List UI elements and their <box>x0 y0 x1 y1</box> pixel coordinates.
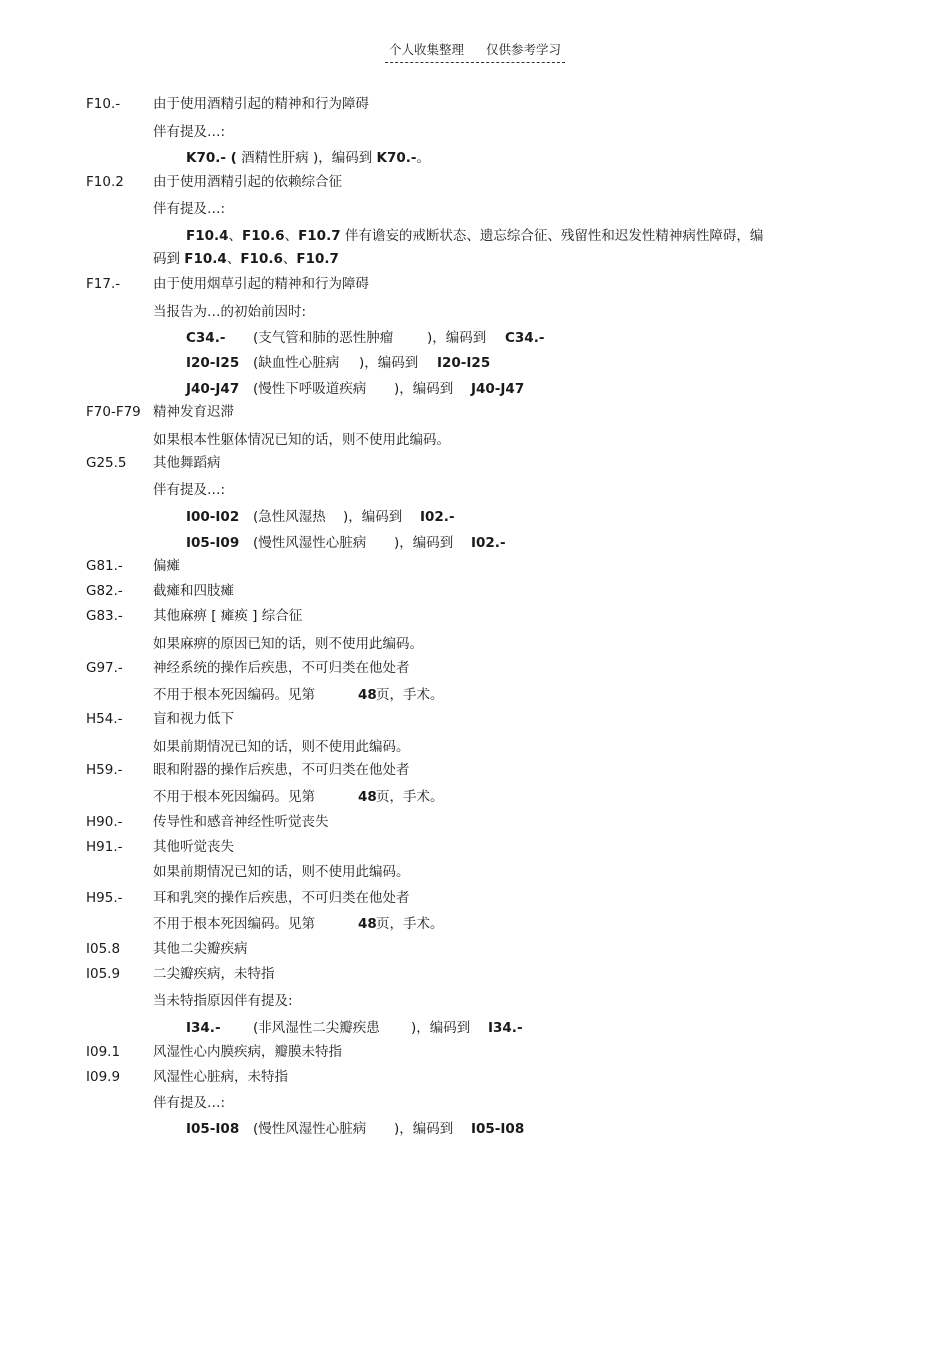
header-left: 个人收集整理 <box>388 42 464 57</box>
sub-text: 。 <box>416 150 430 166</box>
icd-title: 由于使用酒精引起的精神和行为障碍 <box>153 96 369 112</box>
icd-title: 由于使用烟草引起的精神和行为障碍 <box>153 276 369 292</box>
condition-text: (慢性风湿性心脏病 <box>253 535 367 551</box>
header-right: 仅供参考学习 <box>486 42 562 57</box>
sub-text: 、 <box>282 251 297 267</box>
icd-title: 传导性和感音神经性听觉丧失 <box>153 814 329 830</box>
icd-code: F10.- <box>86 96 121 112</box>
code-ref: F10.6 <box>240 251 283 267</box>
icd-code: G83.- <box>86 608 123 624</box>
sub-text: 、 <box>226 251 241 267</box>
code-range: I34.- <box>186 1020 221 1036</box>
note-text: 页，手术。 <box>376 916 444 932</box>
icd-code: G97.- <box>86 660 123 676</box>
condition-text: (非风湿性二尖瓣疾患 <box>253 1020 380 1036</box>
note-text: 页，手术。 <box>376 687 444 703</box>
code-range: C34.- <box>186 330 226 346</box>
note-text: 当未特指原因伴有提及: <box>153 993 293 1009</box>
icd-code: I09.9 <box>86 1069 121 1085</box>
code-ref: F10.7 <box>296 251 339 267</box>
sub-text: 、 <box>228 228 243 244</box>
target-code: I20-I25 <box>437 355 491 371</box>
code-ref: F10.7 <box>298 228 341 244</box>
target-code: I34.- <box>488 1020 523 1036</box>
icd-code: H95.- <box>86 890 123 906</box>
code-ref: K70.- ( <box>186 150 237 166</box>
condition-text: (慢性风湿性心脏病 <box>253 1121 367 1137</box>
note-text: 伴有提及…: <box>153 124 226 140</box>
icd-title: 其他麻痹 [ 瘫痪 ] 综合征 <box>153 608 303 624</box>
note-text: 页，手术。 <box>376 789 444 805</box>
target-code: C34.- <box>505 330 545 346</box>
icd-code: H90.- <box>86 814 123 830</box>
target-code: I02.- <box>420 509 455 525</box>
icd-code: G82.- <box>86 583 123 599</box>
icd-code: F10.2 <box>86 174 124 190</box>
icd-code: G25.5 <box>86 455 127 471</box>
icd-code: F17.- <box>86 276 121 292</box>
code-range: I05-I08 <box>186 1121 240 1137</box>
note-text: 如果麻痹的原因已知的话，则不使用此编码。 <box>153 636 423 652</box>
icd-title: 二尖瓣疾病，未特指 <box>153 966 275 982</box>
sub-text: 酒精性肝病 <box>236 150 313 166</box>
note-text: 如果根本性躯体情况已知的话，则不使用此编码。 <box>153 432 450 448</box>
note-text: 当报告为…的初始前因时: <box>153 304 307 320</box>
note-text: 伴有提及…: <box>153 482 226 498</box>
sub-text: 伴有谵妄的戒断状态、遗忘综合征、残留性和迟发性精神病性障碍，编 <box>340 228 764 244</box>
icd-title: 风湿性心脏病，未特指 <box>153 1069 288 1085</box>
sub-text: )，编码到 <box>312 150 377 166</box>
header-watermark <box>385 40 565 63</box>
icd-code: H59.- <box>86 762 123 778</box>
note-text: 不用于根本死因编码。见第 <box>153 916 315 932</box>
icd-title: 眼和附器的操作后疾患，不可归类在他处者 <box>153 762 410 778</box>
icd-code: I09.1 <box>86 1044 121 1060</box>
icd-title: 偏瘫 <box>153 558 180 574</box>
sub-text: 码到 <box>153 251 185 267</box>
icd-code: G81.- <box>86 558 123 574</box>
sub-rule-text <box>153 249 339 269</box>
mapping-connector: )，编码到 <box>411 1020 471 1036</box>
icd-title: 其他舞蹈病 <box>153 455 221 471</box>
code-range: I05-I09 <box>186 535 240 551</box>
page-header <box>0 40 950 63</box>
icd-title: 风湿性心内膜疾病，瓣膜未特指 <box>153 1044 342 1060</box>
icd-code: H91.- <box>86 839 123 855</box>
icd-title: 其他听觉丧失 <box>153 839 234 855</box>
mapping-connector: )，编码到 <box>359 355 419 371</box>
icd-code: I05.8 <box>86 941 121 957</box>
icd-title: 盲和视力低下 <box>153 711 234 727</box>
target-code: I05-I08 <box>471 1121 525 1137</box>
page-number: 48 <box>358 789 377 805</box>
icd-title: 其他二尖瓣疾病 <box>153 941 248 957</box>
icd-title: 精神发育迟滞 <box>153 404 234 420</box>
icd-code: I05.9 <box>86 966 121 982</box>
code-ref: F10.6 <box>242 228 285 244</box>
note-text: 如果前期情况已知的话，则不使用此编码。 <box>153 739 410 755</box>
mapping-connector: )，编码到 <box>394 535 454 551</box>
sub-rule-text <box>186 226 763 246</box>
note-text: 不用于根本死因编码。见第 <box>153 687 315 703</box>
condition-text: (缺血性心脏病 <box>253 355 340 371</box>
note-text: 不用于根本死因编码。见第 <box>153 789 315 805</box>
condition-text: (慢性下呼吸道疾病 <box>253 381 367 397</box>
code-range: I00-I02 <box>186 509 240 525</box>
mapping-connector: )，编码到 <box>427 330 487 346</box>
target-code: I02.- <box>471 535 506 551</box>
icd-title: 由于使用酒精引起的依赖综合征 <box>153 174 342 190</box>
code-ref: K70.- <box>376 150 417 166</box>
mapping-connector: )，编码到 <box>394 1121 454 1137</box>
icd-code: F70-F79 <box>86 404 141 420</box>
target-code: J40-J47 <box>471 381 525 397</box>
icd-title: 神经系统的操作后疾患，不可归类在他处者 <box>153 660 410 676</box>
page-number: 48 <box>358 916 377 932</box>
icd-title: 耳和乳突的操作后疾患，不可归类在他处者 <box>153 890 410 906</box>
mapping-connector: )，编码到 <box>343 509 403 525</box>
note-text: 伴有提及…: <box>153 1095 226 1111</box>
icd-code: H54.- <box>86 711 123 727</box>
page-number: 48 <box>358 687 377 703</box>
condition-text: (支气管和肺的恶性肿瘤 <box>253 330 394 346</box>
sub-text: 、 <box>284 228 299 244</box>
note-text: 如果前期情况已知的话，则不使用此编码。 <box>153 864 410 880</box>
code-ref: F10.4 <box>184 251 227 267</box>
condition-text: (急性风湿热 <box>253 509 326 525</box>
code-range: J40-J47 <box>186 381 240 397</box>
note-text: 伴有提及…: <box>153 201 226 217</box>
code-range: I20-I25 <box>186 355 240 371</box>
sub-rule-text <box>186 148 430 168</box>
code-ref: F10.4 <box>186 228 229 244</box>
mapping-connector: )，编码到 <box>394 381 454 397</box>
icd-title: 截瘫和四肢瘫 <box>153 583 234 599</box>
